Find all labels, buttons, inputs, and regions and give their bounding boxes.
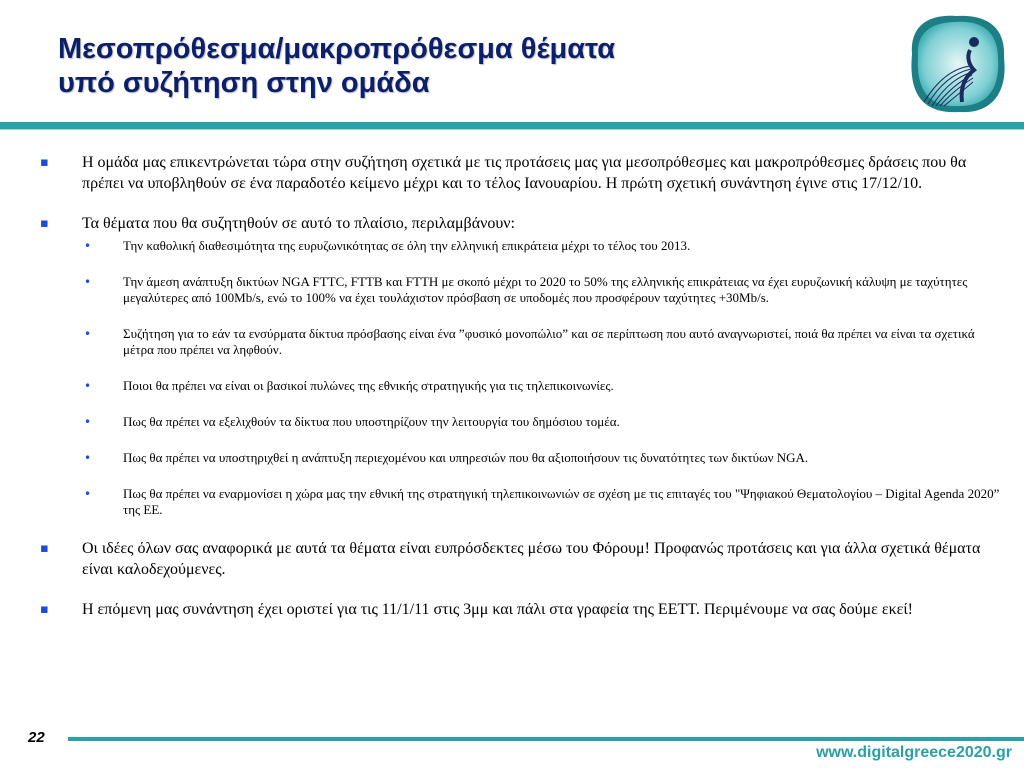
square-bullet-icon: ▪: [40, 602, 49, 617]
sub-list-item: [40, 486, 1000, 518]
sub-list-item: [40, 238, 1000, 254]
sub-bullet-text: Την άμεση ανάπτυξη δικτύων NGA FTTC, FTTB και FTTH με σκοπό μέχρι το 2020 το 50% της ελληνικής επικράτειας να έχει ευρυζωνική κάλυψη με ταχύτητες μεγαλύτερες από 100Mb/s, ενώ το 100% να έχει τουλάχιστον πρόσβαση σε υποδομές που προσφέρουν ταχύτητες +30Mb/s.: [123, 274, 968, 305]
bullet-text: Τα θέματα που θα συζητηθούν σε αυτό το πλαίσιο, περιλαμβάνουν:: [82, 215, 515, 232]
bullet-text: Η ομάδα μας επικεντρώνεται τώρα στην συζήτηση σχετικά με τις προτάσεις μας για μεσοπρόθεσμες και μακροπρόθεσμες δράσεις που θα πρέπει να υποβληθούν σε ένα παραδοτέο κείμενο μέχρι και το τέλος Ιανουαρίου. Η πρώτη σχετική συνάντηση έγινε στις 17/12/10.: [82, 154, 967, 192]
sub-bullet-text: Την καθολική διαθεσιμότητα της ευρυζωνικότητας σε όλη την ελληνική επικράτεια μέχρι το τέλος του 2013.: [123, 238, 691, 253]
round-bullet-icon: •: [84, 451, 92, 465]
sub-bullet-text: Πως θα πρέπει να υποστηριχθεί η ανάπτυξη περιεχομένου και υπηρεσιών που θα αξιοποιήσουν τις δυνατότητες των δικτύων NGA.: [123, 450, 809, 465]
list-item: [40, 538, 1000, 580]
sub-bullet-text: Ποιοι θα πρέπει να είναι οι βασικοί πυλώνες της εθνικής στρατηγικής για τις τηλεπικοινωνίες.: [123, 378, 614, 393]
sub-list-item: [40, 274, 1000, 306]
bullet-text: Οι ιδέες όλων σας αναφορικά με αυτά τα θέματα είναι ευπρόσδεκτες μέσω του Φόρουμ! Προφανώς προτάσεις και για άλλα σχετικά θέματα είναι καλοδεχούμενες.: [82, 540, 981, 578]
sub-list-item: [40, 414, 1000, 430]
round-bullet-icon: •: [84, 327, 92, 341]
title-line-1: Μεσοπρόθεσμα/μακροπρόθεσμα θέματα: [58, 33, 616, 65]
digital-greece-logo-icon: [900, 6, 1016, 122]
round-bullet-icon: •: [84, 415, 92, 429]
slide-body: [40, 152, 1000, 639]
sub-list-item: [40, 450, 1000, 466]
square-bullet-icon: ▪: [40, 155, 49, 170]
round-bullet-icon: •: [84, 487, 92, 501]
round-bullet-icon: •: [84, 239, 92, 253]
sub-list-item: [40, 326, 1000, 358]
list-item: [40, 213, 1000, 234]
sub-list: [40, 238, 1000, 518]
footer-divider: [68, 737, 1024, 741]
bullet-text: Η επόμενη μας συνάντηση έχει οριστεί για τις 11/1/11 στις 3μμ και πάλι στα γραφεία της ΕΕΤΤ. Περιμένουμε να σας δούμε εκεί!: [82, 601, 913, 618]
list-item: [40, 152, 1000, 194]
square-bullet-icon: ▪: [40, 216, 49, 231]
title-line-2: υπό συζήτηση στην ομάδα: [58, 67, 430, 99]
square-bullet-icon: ▪: [40, 541, 49, 556]
slide-title: [58, 32, 858, 100]
header-divider: [0, 122, 1024, 130]
page-number: 22: [28, 729, 45, 746]
website-link[interactable]: www.digitalgreece2020.gr: [816, 744, 1012, 761]
sub-bullet-text: Πως θα πρέπει να εξελιχθούν τα δίκτυα που υποστηρίζουν την λειτουργία του δημόσιου τομέα.: [123, 414, 620, 429]
list-item: [40, 599, 1000, 620]
round-bullet-icon: •: [84, 275, 92, 289]
sub-bullet-text: Πως θα πρέπει να εναρμονίσει η χώρα μας την εθνική της στρατηγική τηλεπικοινωνιών σε σχέση με τις επιταγές του "Ψηφιακού Θεματολογίου – Digital Agenda 2020” της ΕΕ.: [123, 486, 1000, 517]
sub-bullet-text: Συζήτηση για το εάν τα ενσύρματα δίκτυα πρόσβασης είναι ένα ”φυσικό μονοπώλιο” και σε περίπτωση που αυτό αναγνωριστεί, ποιά θα πρέπει να είναι τα σχετικά μέτρα που πρέπει να ληφθούν.: [123, 326, 975, 357]
round-bullet-icon: •: [84, 379, 92, 393]
sub-list-item: [40, 378, 1000, 394]
